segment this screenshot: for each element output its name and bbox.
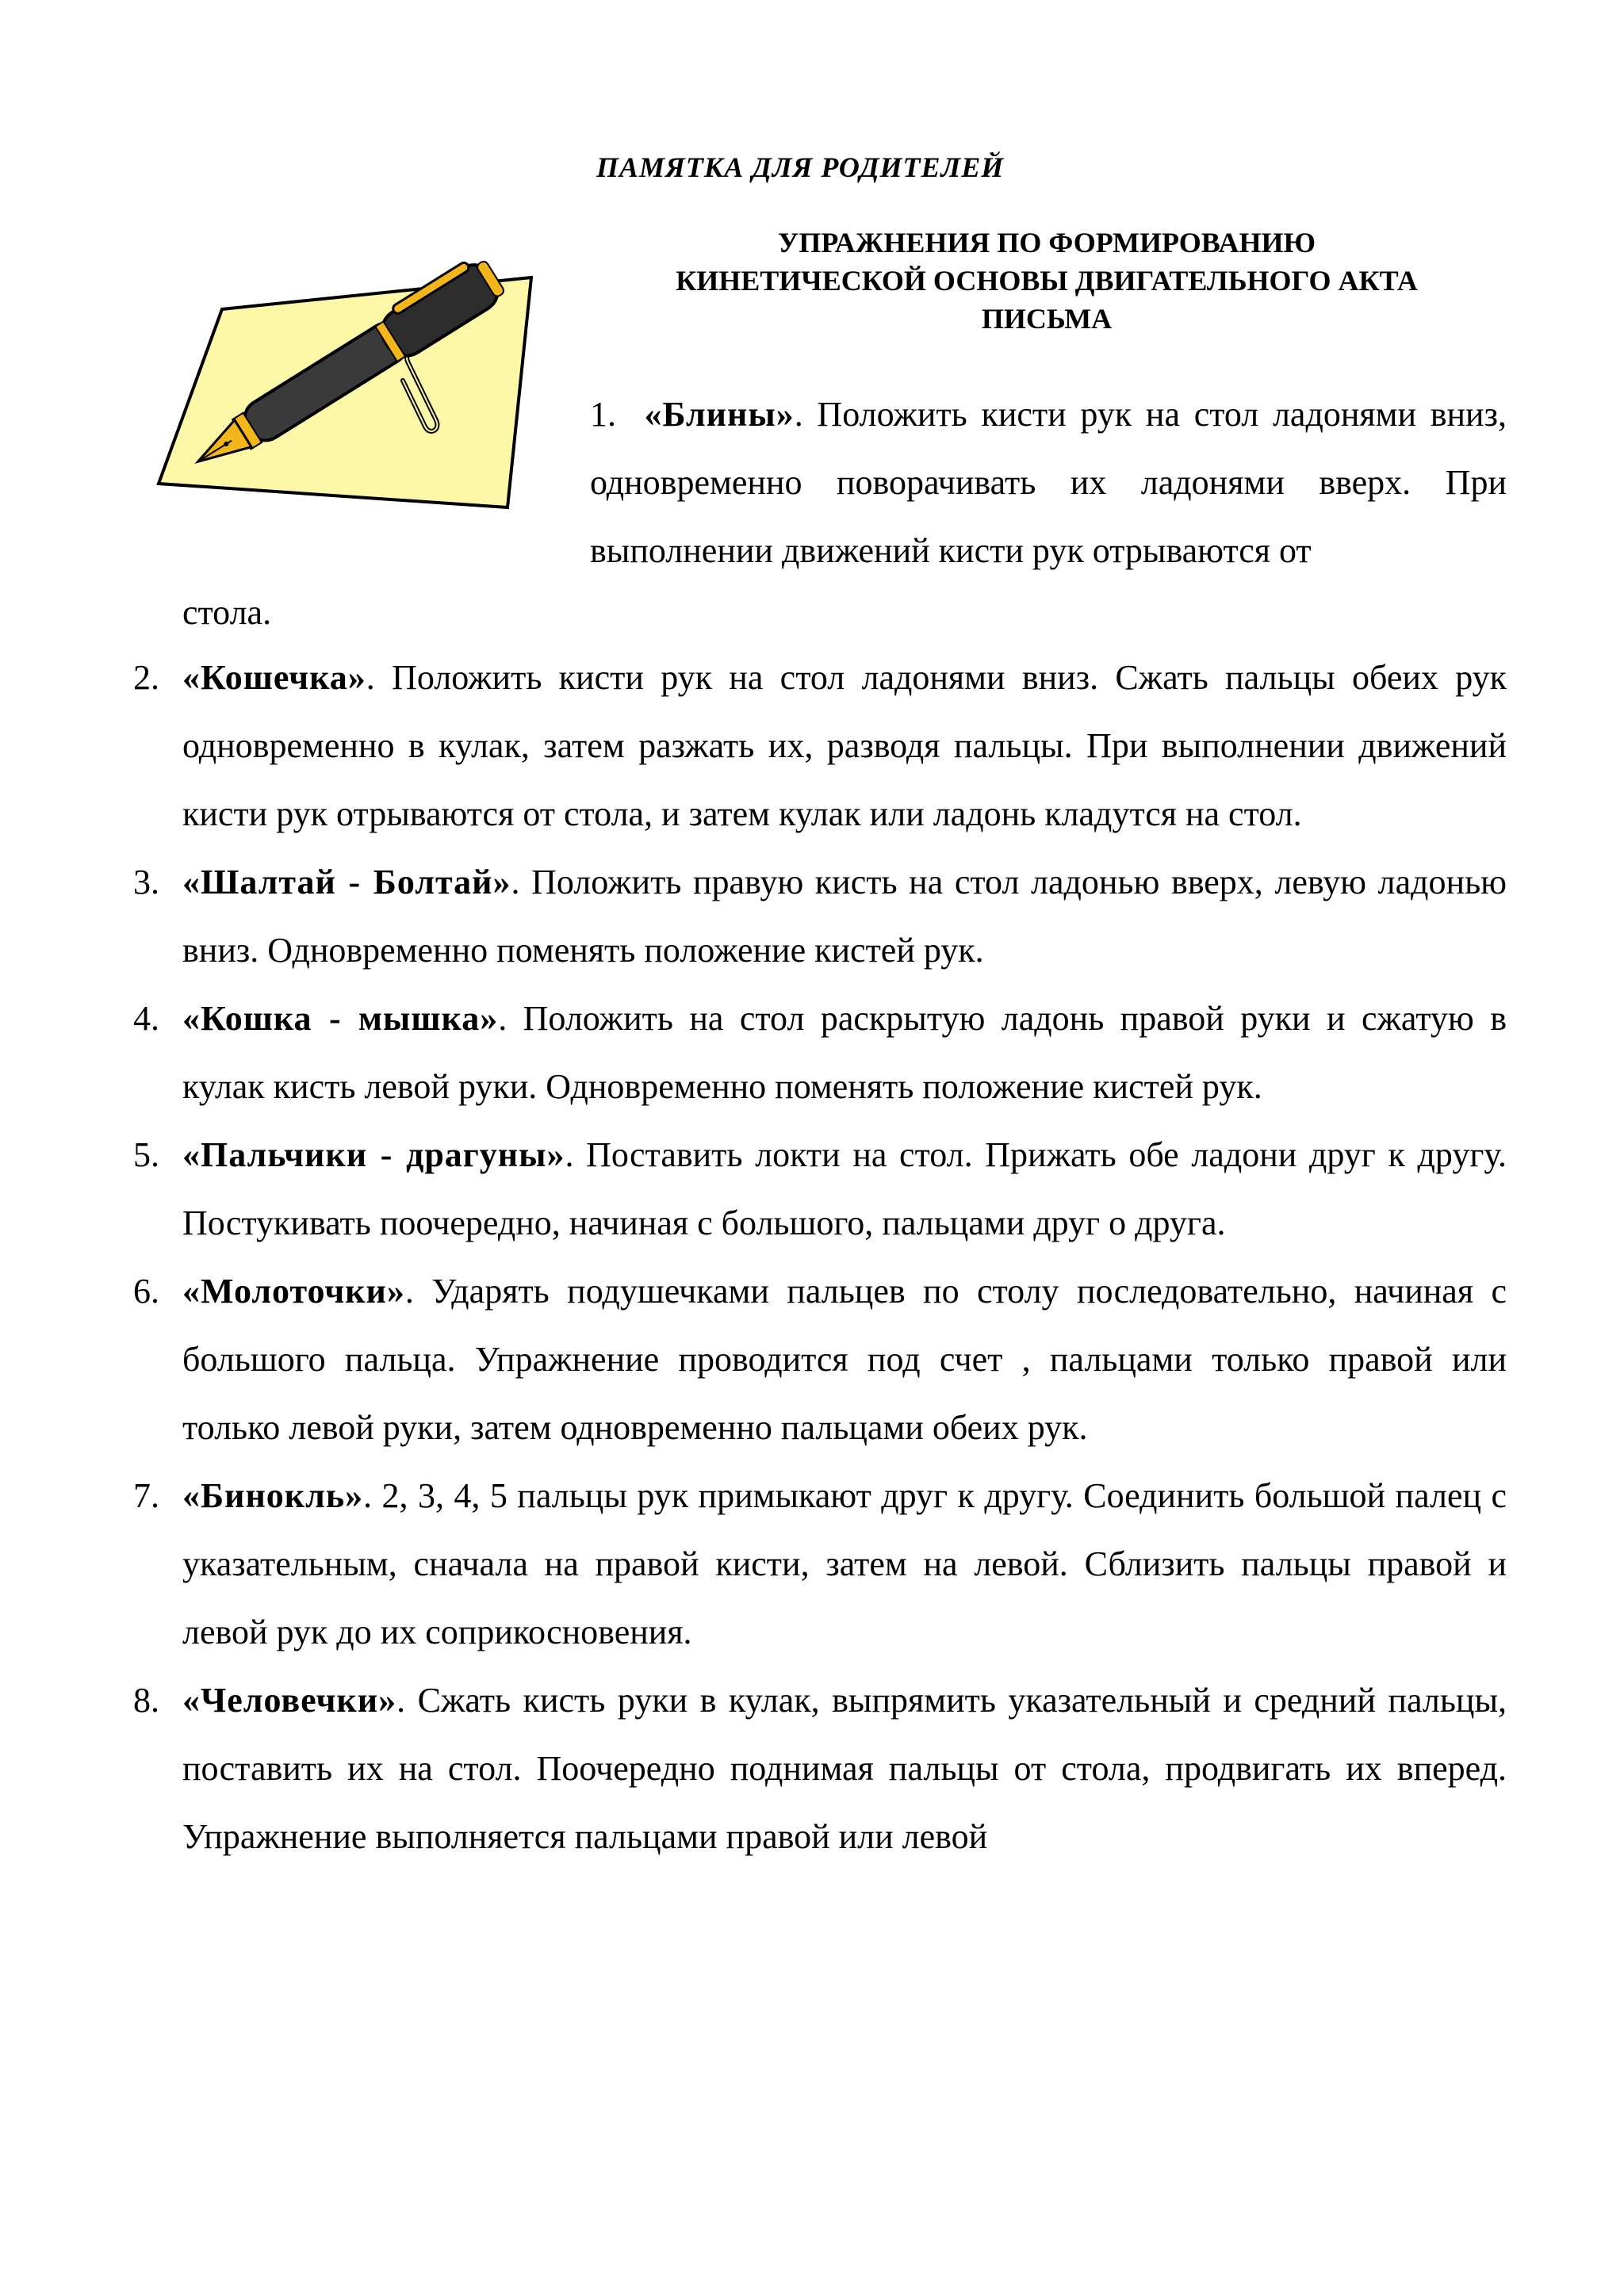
item-number: 5. <box>133 1135 159 1174</box>
exercise-text: . Положить кисти рук на стол ладонями вниз, одновременно поворачивать их ладонями вверх. При выполнении движений кисти рук отрываются от <box>590 395 1507 570</box>
exercise-name: «Кошечка» <box>182 658 366 697</box>
item-number: 4. <box>133 999 159 1038</box>
list-item <box>133 644 1507 848</box>
item-number: 8. <box>133 1681 159 1720</box>
exercise-text: . 2, 3, 4, 5 пальцы рук примыкают друг к другу. Соединить большой палец с указательным, сначала на правой кисти, затем на левой. Сблизить пальцы правой и левой рук до их соприкосновения. <box>182 1476 1507 1651</box>
heading-line: КИНЕТИЧЕСКОЙ ОСНОВЫ ДВИГАТЕЛЬНОГО АКТА <box>676 265 1418 297</box>
exercise-text: . Поставить локти на стол. Прижать обе ладони друг к другу. Постукивать поочередно, начиная с большого, пальцами друг о друга. <box>182 1135 1507 1242</box>
item-number: 3. <box>133 863 159 901</box>
list-item <box>133 1257 1507 1462</box>
exercise-name: «Шалтай - Болтай» <box>182 863 511 901</box>
list-item <box>133 985 1507 1121</box>
fountain-pen-on-paper-icon <box>151 222 563 523</box>
list-item <box>133 1121 1507 1257</box>
list-item <box>590 381 1507 585</box>
item-number: 6. <box>133 1272 159 1311</box>
item-number: 7. <box>133 1476 159 1515</box>
exercise-text-continued: стола. <box>182 593 272 632</box>
exercise-list <box>133 644 1507 1871</box>
list-item <box>133 848 1507 985</box>
item-number: 2. <box>133 658 159 697</box>
heading-line: ПИСЬМА <box>981 303 1113 335</box>
exercises-heading <box>571 224 1522 338</box>
exercise-text: . Ударять подушечками пальцев по столу последовательно, начиная с большого пальца. Упражнение проводится под счет , пальцами только правой или только левой руки, затем одновременно пальцами обеих рук. <box>182 1272 1507 1447</box>
exercise-text: . Положить на стол раскрытую ладонь правой руки и сжатую в кулак кисть левой руки. Одновременно поменять положение кистей рук. <box>182 999 1507 1106</box>
exercise-text: . Положить правую кисть на стол ладонью вверх, левую ладонью вниз. Одновременно поменять положение кистей рук. <box>182 863 1507 970</box>
exercise-name: «Человечки» <box>182 1681 397 1720</box>
exercise-text: . Сжать кисть руки в кулак, выпрямить указательный и средний пальцы, поставить их на стол. Поочередно поднимая пальцы от стола, продвигать их вперед. Упражнение выполняется пальцами правой или левой <box>182 1681 1507 1856</box>
exercise-name: «Пальчики - драгуны» <box>182 1135 565 1174</box>
list-item <box>133 1667 1507 1871</box>
item-number: 1. <box>590 395 616 434</box>
exercise-name: «Бинокль» <box>182 1476 364 1515</box>
exercise-name: «Кошка - мышка» <box>182 999 499 1038</box>
exercise-name: «Блины» <box>644 395 795 434</box>
list-item <box>133 1462 1507 1667</box>
heading-line: УПРАЖНЕНИЯ ПО ФОРМИРОВАНИЮ <box>777 227 1316 258</box>
exercise-name: «Молоточки» <box>182 1272 405 1311</box>
memo-title: ПАМЯТКА ДЛЯ РОДИТЕЛЕЙ <box>596 151 1005 183</box>
exercise-text: . Положить кисти рук на стол ладонями вниз. Сжать пальцы обеих рук одновременно в кулак, затем разжать их, разводя пальцы. При выполнении движений кисти рук отрываются от стола, и затем кулак или ладонь кладутся на стол. <box>182 658 1507 833</box>
